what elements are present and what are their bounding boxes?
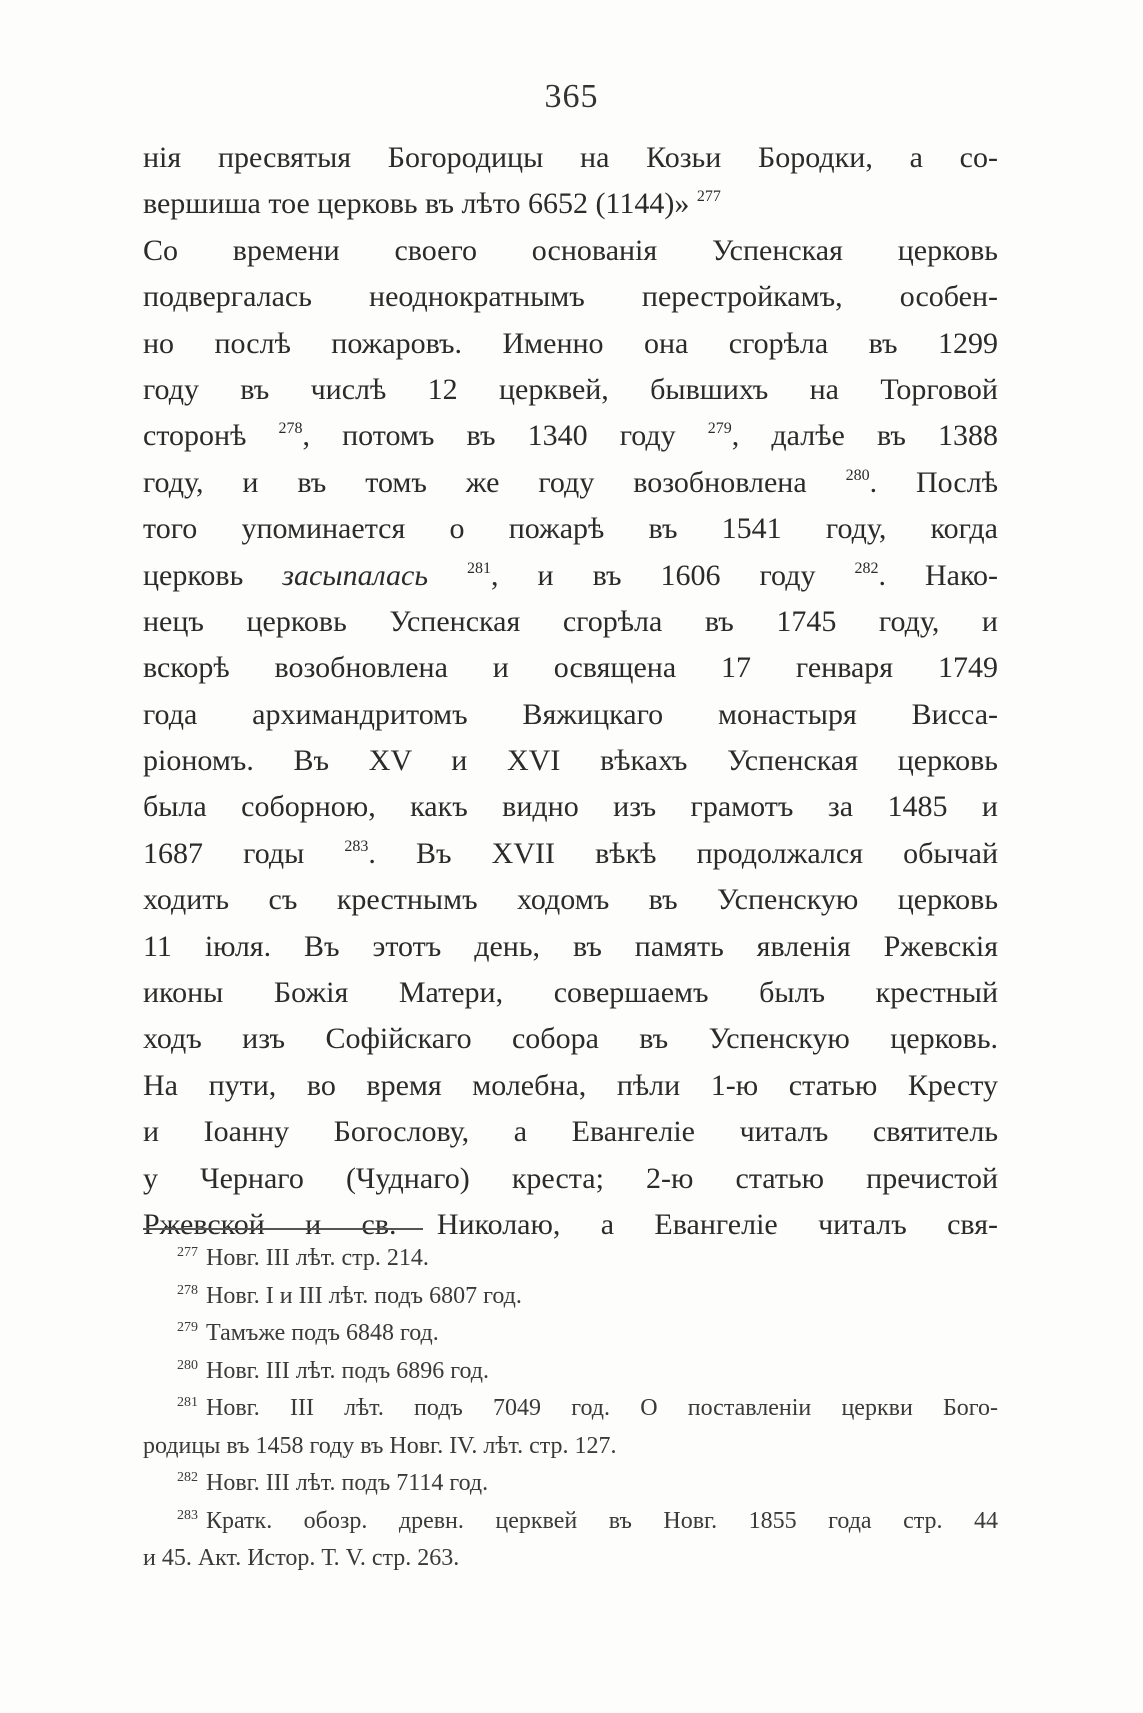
footnote (143, 1503, 998, 1541)
footnote-ref: 283 (344, 837, 369, 855)
footnote-number: 282 (177, 1470, 198, 1485)
footnote (143, 1540, 998, 1578)
text-run: . Въ XVII вѣкѣ продолжался обычай (368, 836, 998, 870)
text-line (143, 553, 998, 599)
text-line (143, 413, 998, 459)
text-line (143, 1063, 998, 1109)
page-number: 365 (544, 78, 599, 115)
text-run: 1687 годы (143, 836, 345, 870)
footnote-text: Новг. III лѣт. подъ 7114 год. (206, 1470, 489, 1496)
footnote-ref: 278 (278, 420, 303, 438)
footnote-ref: 280 (845, 466, 870, 484)
footnote-text: Новг. III лѣт. подъ 7049 год. О поставленіи церкви Бого- (206, 1395, 998, 1421)
footnote-text: родицы въ 1458 году въ Новг. IV. лѣт. стр. 127. (143, 1432, 617, 1459)
text-line (143, 274, 998, 320)
footnote (143, 1465, 998, 1503)
footnote-text: и 45. Акт. Истор. Т. V. стр. 263. (143, 1545, 460, 1571)
footnote-number: 279 (177, 1320, 198, 1335)
text-run: нія пресвятыя Богородицы на Козьи Бородки, а со- (143, 141, 998, 174)
text-line (143, 692, 998, 738)
text-run: , далѣе въ 1388 (731, 419, 998, 453)
footnote-number: 283 (177, 1507, 198, 1523)
text-line (143, 784, 998, 830)
text-run: у Чернаго (Чуднаго) креста; 2-ю статью пречистой (143, 1161, 998, 1195)
text-line (143, 970, 998, 1016)
text-run: вершиша тое церковь въ лѣто 6652 (1144)» (143, 187, 697, 221)
text-run: сторонѣ (143, 419, 279, 453)
footnote-number: 281 (177, 1395, 198, 1410)
text-line (143, 135, 998, 181)
text-run: ходъ изъ Софійскаго собора въ Успенскую церковь. (143, 1022, 998, 1056)
footnote (143, 1428, 998, 1466)
text-run: году въ числѣ 12 церквей, бывшихъ на Торговой (143, 372, 998, 406)
footnote-number: 277 (177, 1245, 198, 1260)
text-run: иконы Божія Матери, совершаемъ былъ крестный (143, 976, 998, 1010)
footnote (143, 1240, 998, 1278)
footnote-ref: 281 (467, 559, 492, 577)
footnote-text: Новг. III лѣт. подъ 6896 год. (206, 1357, 490, 1384)
footnote-ref: 279 (707, 420, 732, 438)
text-line (143, 599, 998, 645)
footnote-number: 278 (177, 1282, 198, 1298)
text-run: ходить съ крестнымъ ходомъ въ Успенскую церковь (143, 883, 998, 917)
text-run: году, и въ томъ же году возобновлена (143, 465, 846, 499)
footnote-text: Новг. III лѣт. стр. 214. (206, 1245, 429, 1271)
footnote-text: Тамъже подъ 6848 год. (206, 1320, 439, 1346)
text-run: . Послѣ (869, 465, 998, 499)
footnote-number: 280 (177, 1357, 198, 1373)
footnote-text: Новг. I и III лѣт. подъ 6807 год. (206, 1282, 522, 1309)
text-run: вскорѣ возобновлена и освящена 17 генваря 1749 (143, 651, 998, 685)
text-run: подвергалась неоднократнымъ перестройкамъ, особен- (143, 280, 998, 314)
text-line (143, 1156, 998, 1202)
text-line (143, 321, 998, 367)
text-run: Ржевской и св. Николаю, а Евангеліе читалъ свя- (143, 1207, 998, 1241)
footnotes (143, 1240, 998, 1578)
text-line (143, 228, 998, 274)
text-run: нецъ церковь Успенская сгорѣла въ 1745 году, и (143, 604, 998, 638)
text-line (143, 460, 998, 506)
text-run: , потомъ въ 1340 году (302, 419, 708, 453)
footnote (143, 1315, 998, 1353)
text-line (143, 831, 998, 877)
text-run: церковь (143, 558, 283, 592)
footnote-ref: 282 (854, 559, 879, 577)
text-line (143, 367, 998, 413)
text-line (143, 738, 998, 784)
main-text (143, 135, 998, 1248)
text-line (143, 181, 998, 227)
text-run: но послѣ пожаровъ. Именно она сгорѣла въ 1299 (143, 326, 998, 360)
italic-text: засыпалась (282, 558, 429, 592)
text-run: была соборною, какъ видно изъ грамотъ за 1485 и (143, 790, 998, 824)
footnote-text: Кратк. обозр. древн. церквей въ Новг. 1855 года стр. 44 (206, 1507, 998, 1534)
text-run: того упоминается о пожарѣ въ 1541 году, когда (143, 512, 998, 546)
text-run: 11 іюля. Въ этотъ день, въ память явленія Ржевскія (143, 929, 998, 963)
text-run: ріономъ. Въ XV и XVI вѣкахъ Успенская церковь (143, 744, 998, 778)
text-run (428, 559, 467, 592)
text-line (143, 506, 998, 552)
text-line (143, 1016, 998, 1062)
text-run: года архимандритомъ Вяжицкаго монастыря Висса- (143, 697, 998, 731)
text-line (143, 924, 998, 970)
text-line (143, 877, 998, 923)
footnote (143, 1353, 998, 1391)
footnote-ref: 277 (696, 188, 721, 206)
footnote (143, 1390, 998, 1428)
text-run: . Нако- (878, 558, 998, 592)
text-line (143, 645, 998, 691)
text-run: , и въ 1606 году (491, 558, 855, 592)
text-run: и Іоанну Богослову, а Евангеліе читалъ святитель (143, 1115, 998, 1149)
text-run: На пути, во время молебна, пѣли 1-ю статью Кресту (143, 1068, 998, 1102)
footnote-separator (143, 1228, 423, 1230)
text-line (143, 1109, 998, 1155)
text-run: Со времени своего основанія Успенская церковь (143, 233, 998, 267)
footnote (143, 1278, 998, 1316)
